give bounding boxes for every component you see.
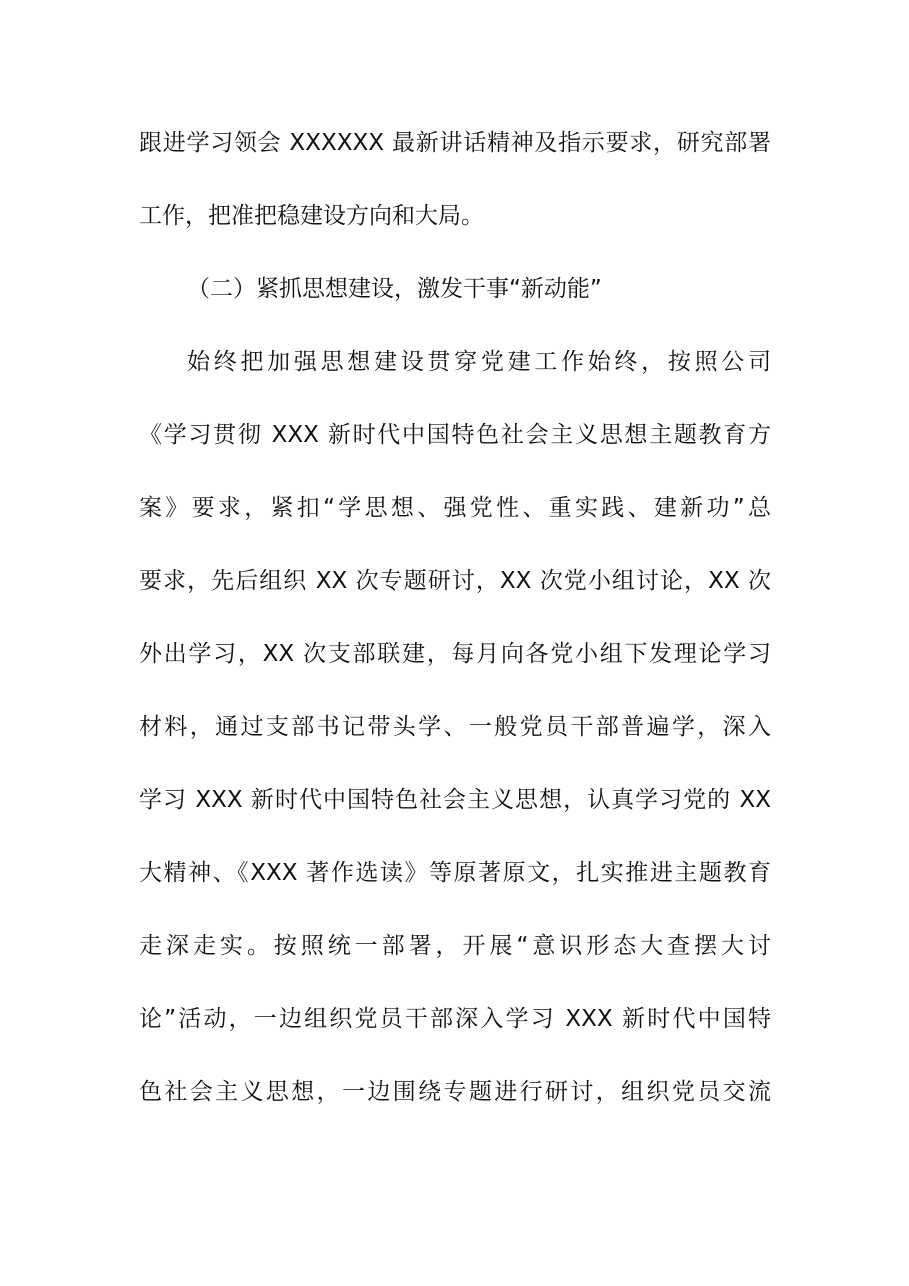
- section-heading-2: （二）紧抓思想建设，激发干事“新动能”: [187, 276, 602, 302]
- paragraph-2-line-3: 案》要求，紧扣“学思想、强党性、重实践、建新功”总: [139, 495, 771, 521]
- paragraph-1-line-1: 跟进学习领会 XXXXXX 最新讲话精神及指示要求，研究部署: [139, 130, 771, 156]
- paragraph-2-line-11: 色社会主义思想，一边围绕专题进行研讨，组织党员交流: [139, 1079, 771, 1105]
- paragraph-2-line-4: 要求，先后组织 XX 次专题研讨，XX 次党小组讨论，XX 次: [139, 568, 771, 594]
- paragraph-2-line-5: 外出学习，XX 次支部联建，每月向各党小组下发理论学习: [139, 641, 771, 667]
- paragraph-2-line-10: 论”活动，一边组织党员干部深入学习 XXX 新时代中国特: [139, 1006, 771, 1032]
- paragraph-2-line-2: 《学习贯彻 XXX 新时代中国特色社会主义思想主题教育方: [139, 422, 771, 448]
- paragraph-2-line-8: 大精神、《XXX 著作选读》等原著原文，扎实推进主题教育: [139, 860, 771, 886]
- paragraph-1-line-2: 工作，把准把稳建设方向和大局。: [139, 203, 484, 229]
- paragraph-2-line-7: 学习 XXX 新时代中国特色社会主义思想，认真学习党的 XX: [139, 787, 771, 813]
- paragraph-2-line-1: 始终把加强思想建设贯穿党建工作始终，按照公司: [187, 349, 771, 375]
- paragraph-2-line-9: 走深走实。按照统一部署，开展“意识形态大查摆大讨: [139, 933, 771, 959]
- paragraph-2-line-6: 材料，通过支部书记带头学、一般党员干部普遍学，深入: [139, 714, 771, 740]
